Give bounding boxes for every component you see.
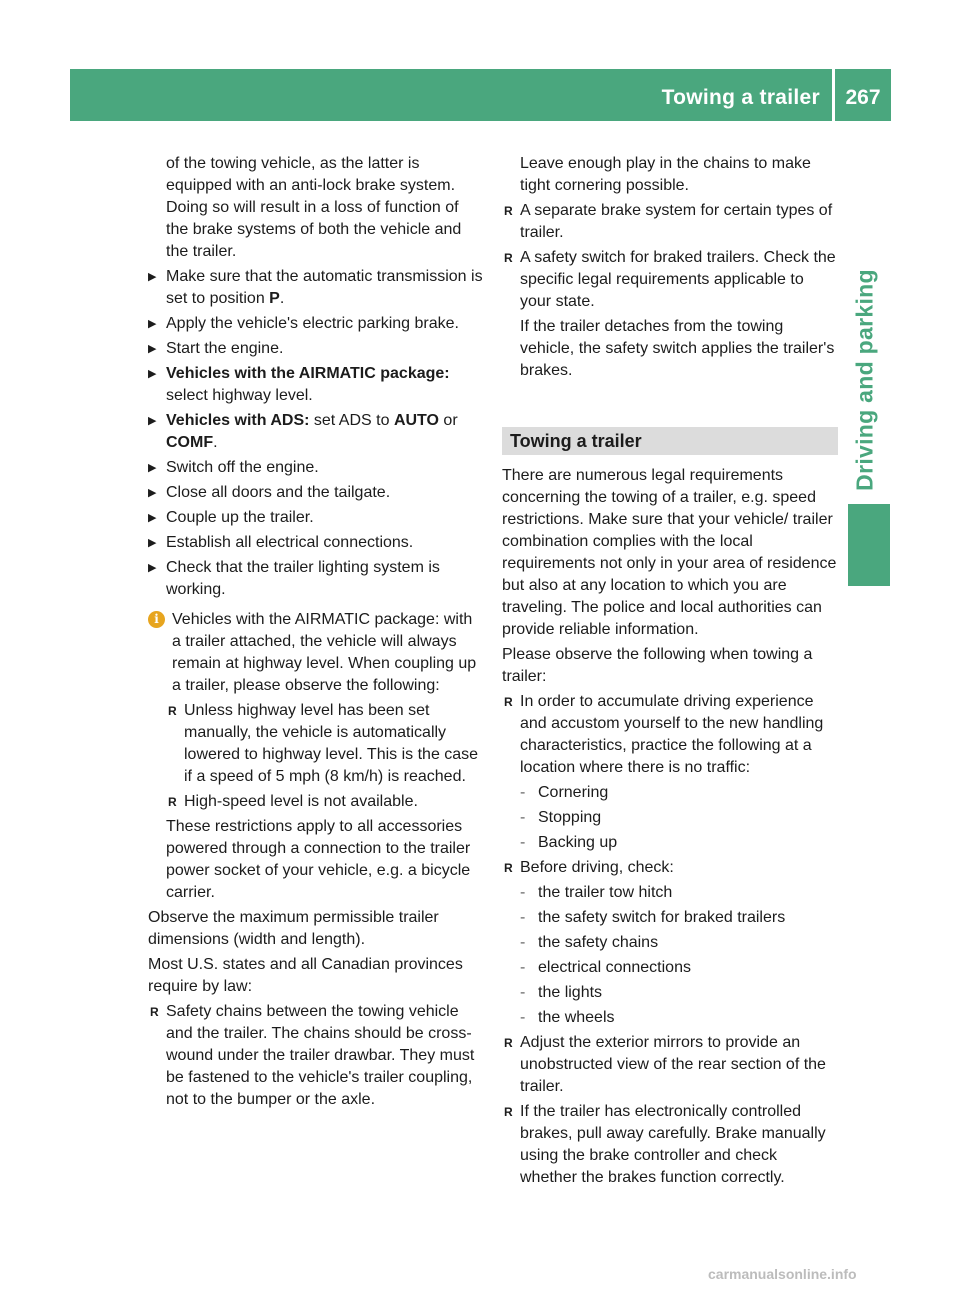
side-section-label <box>840 255 890 505</box>
paragraph: Leave enough play in the chains to make tight cornering possible. <box>520 155 811 194</box>
paragraph: of the towing vehicle, as the latter is equipped with an anti-lock brake system. Doing so will result in a loss of function of the brake systems of both the vehicle and the trailer. <box>166 155 462 260</box>
footer-watermark: carmanualsonline.info <box>708 1266 857 1282</box>
side-section-label-text: Driving and parking <box>851 269 878 491</box>
dash-item: - Backing up <box>502 832 838 854</box>
action-step: ▶ Check that the trailer lighting system is working. <box>148 557 484 601</box>
bullet-item: R A safety switch for braked trailers. Check the specific legal requirements applicable to your state. <box>502 247 838 313</box>
dash-item: - electrical connections <box>502 957 838 979</box>
page-number: 267 <box>845 86 881 109</box>
action-step: ▶ Vehicles with ADS: set ADS to AUTO or COMF. <box>148 410 484 454</box>
action-step: ▶ Make sure that the automatic transmission is set to position P. <box>148 266 484 310</box>
bullet-item: R A separate brake system for certain types of trailer. <box>502 200 838 244</box>
dash-item: - Cornering <box>502 782 838 804</box>
dash-item: - the wheels <box>502 1007 838 1029</box>
info-paragraph: These restrictions apply to all accessories powered through a connection to the trailer power socket of your vehicle, e.g. a bicycle carrier. <box>166 818 471 901</box>
action-step: ▶ Establish all electrical connections. <box>148 532 484 554</box>
info-text: Vehicles with the AIRMATIC package: with a trailer attached, the vehicle will always remain at highway level. When coupling up a trailer, please observe the following: <box>172 611 477 694</box>
dash-item: - Stopping <box>502 807 838 829</box>
dash-item: - the safety chains <box>502 932 838 954</box>
bullet-item: R If the trailer has electronically controlled brakes, pull away carefully. Brake manually using the brake controller and check whether the brakes function correctly. <box>502 1101 838 1189</box>
dash-item: - the lights <box>502 982 838 1004</box>
paragraph: Most U.S. states and all Canadian provinces require by law: <box>148 956 463 995</box>
page-header-title: Towing a trailer <box>661 86 820 109</box>
paragraph: Observe the maximum permissible trailer dimensions (width and length). <box>148 909 439 948</box>
action-step: ▶ Vehicles with the AIRMATIC package: select highway level. <box>148 363 484 407</box>
dash-item: - the safety switch for braked trailers <box>502 907 838 929</box>
dash-item: - the trailer tow hitch <box>502 882 838 904</box>
action-step: ▶ Apply the vehicle's electric parking brake. <box>148 313 484 335</box>
section-heading: Towing a trailer <box>502 427 838 455</box>
action-step: ▶ Switch off the engine. <box>148 457 484 479</box>
left-column <box>148 153 484 1114</box>
bullet-item: R Adjust the exterior mirrors to provide an unobstructed view of the rear section of the trailer. <box>502 1032 838 1098</box>
bullet-item: R Before driving, check: <box>502 857 838 879</box>
paragraph: Please observe the following when towing a trailer: <box>502 646 813 685</box>
action-step: ▶ Couple up the trailer. <box>148 507 484 529</box>
action-step: ▶ Close all doors and the tailgate. <box>148 482 484 504</box>
info-bullet: R Unless highway level has been set manually, the vehicle is automatically lowered to highway level. This is the case if a speed of 5 mph (8 km/h) is reached. <box>166 700 484 788</box>
side-section-tab <box>848 504 890 586</box>
action-step: ▶ Start the engine. <box>148 338 484 360</box>
info-note <box>148 609 484 697</box>
info-icon: i <box>148 611 165 628</box>
right-column <box>502 153 838 1192</box>
bullet-item: R In order to accumulate driving experience and accustom yourself to the new handling characteristics, practice the following at a location where there is no traffic: <box>502 691 838 779</box>
bullet-item: R Safety chains between the towing vehicle and the trailer. The chains should be cross-wound under the trailer drawbar. They must be fastened to the vehicle's trailer coupling, not to the bumper or the axle. <box>148 1001 484 1111</box>
paragraph: There are numerous legal requirements concerning the towing of a trailer, e.g. speed restrictions. Make sure that your vehicle/ trailer combination complies with the local requirements not only in your area of residence but also at any location to which you are traveling. The police and local authorities can provide reliable information. <box>502 467 837 638</box>
paragraph: If the trailer detaches from the towing vehicle, the safety switch applies the trailer's brakes. <box>520 318 835 379</box>
info-bullet: R High-speed level is not available. <box>166 791 484 813</box>
